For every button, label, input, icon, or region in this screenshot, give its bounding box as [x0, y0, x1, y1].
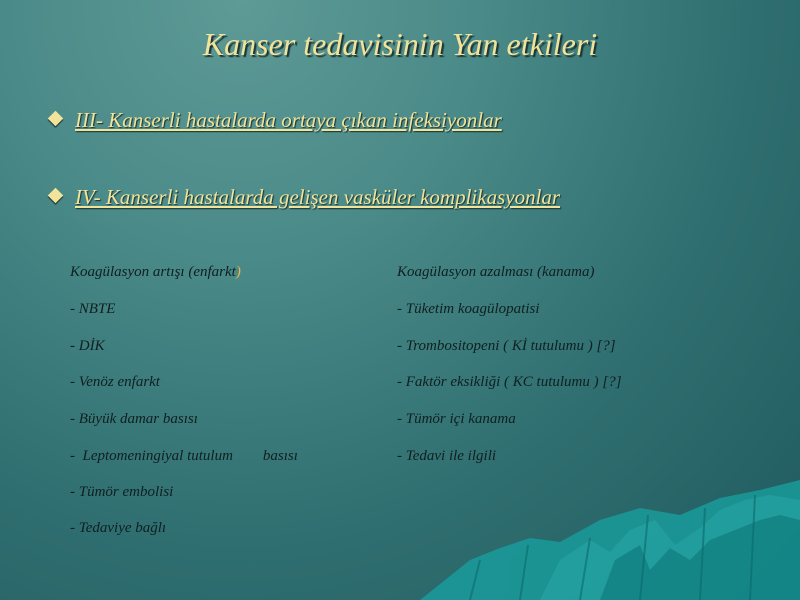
- diamond-bullet-icon: [48, 188, 64, 204]
- column-heading: [70, 264, 241, 281]
- list-item: - Venöz enfarkt: [70, 374, 160, 390]
- list-item: - DİK: [70, 338, 105, 354]
- list-item: - Büyük damar basısı: [70, 411, 198, 427]
- column-heading-text: Koagülasyon artışı (enfarkt: [70, 264, 236, 280]
- list-item: - Tümör embolisi: [70, 484, 174, 500]
- bullet-item-vascular: [50, 185, 560, 210]
- list-item: - Trombositopeni ( Kİ tutulumu ) [?]: [397, 338, 616, 354]
- list-item: - Leptomeningiyal tutulum basısı: [70, 448, 298, 464]
- column-heading-paren: ): [235, 264, 241, 280]
- bullet-text: IV- Kanserli hastalarda gelişen vasküler komplikasyonlar: [75, 185, 561, 209]
- list-item: - Tümör içi kanama: [397, 411, 516, 427]
- list-item: - Faktör eksikliği ( KC tutulumu ) [?]: [397, 374, 622, 390]
- diamond-bullet-icon: [48, 111, 64, 127]
- list-item: - Tedavi ile ilgili: [397, 448, 497, 464]
- slide-title: Kanser tedavisinin Yan etkileri: [202, 26, 598, 62]
- list-item: - Tedaviye bağlı: [70, 520, 167, 536]
- bullet-text: III- Kanserli hastalarda ortaya çıkan infeksiyonlar: [75, 108, 502, 132]
- list-item: - Tüketim koagülopatisi: [397, 301, 540, 317]
- list-item: - NBTE: [70, 301, 116, 317]
- bullet-item-infections: [50, 108, 502, 133]
- column-heading: Koagülasyon azalması (kanama): [397, 264, 595, 280]
